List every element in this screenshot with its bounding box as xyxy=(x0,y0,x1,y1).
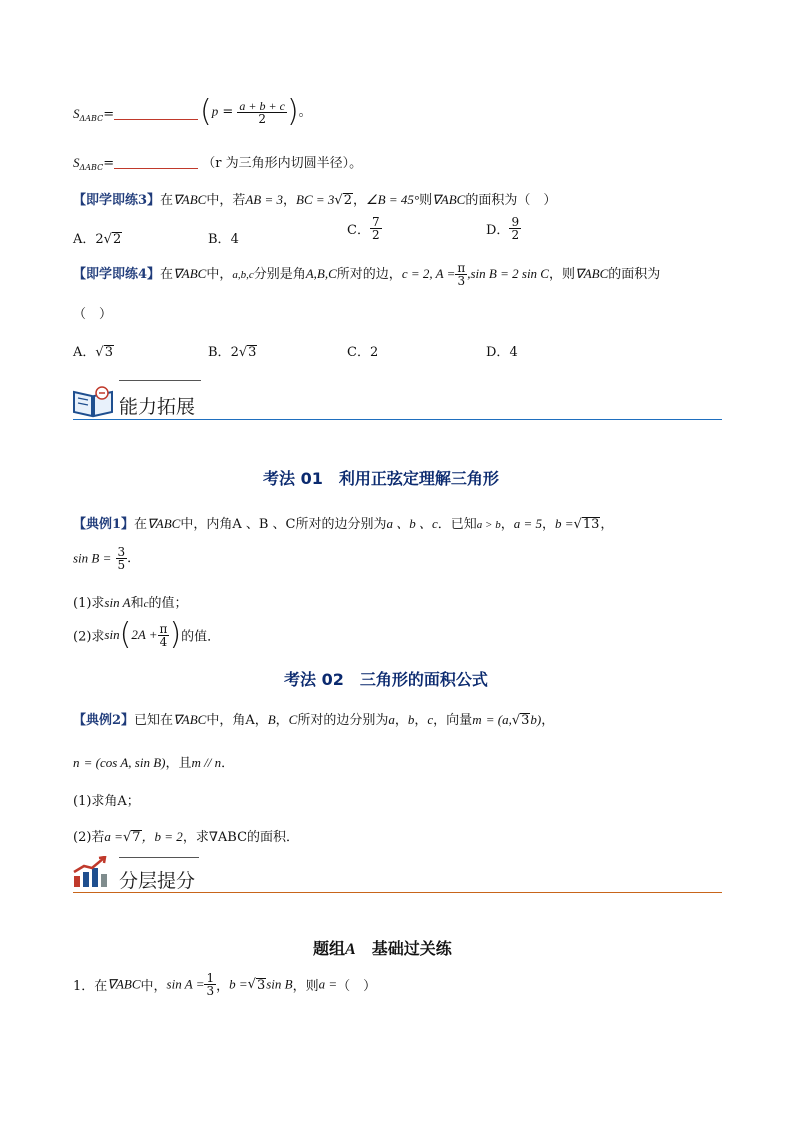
practice-tag: 【即学即练3】 xyxy=(73,193,161,208)
text: 分别是角 xyxy=(253,267,306,282)
heron-fraction xyxy=(237,100,287,125)
sep: ， xyxy=(541,713,555,728)
method1-title: 考法 01 利用正弦定理解三角形 xyxy=(263,469,499,488)
root-sign: √ xyxy=(334,193,343,208)
practice3-stem xyxy=(73,189,556,208)
sin-a: sin A = xyxy=(166,976,205,992)
heron-eq: = xyxy=(222,104,234,120)
option-label: D． xyxy=(486,345,510,360)
example-tag: 【典例1】 xyxy=(73,517,135,532)
condition-sin: ,sin B = 2 sin C xyxy=(467,266,549,281)
bar-chart-icon xyxy=(72,856,108,892)
option-value: 2 xyxy=(95,232,104,247)
parallel-condition: m // n xyxy=(191,755,222,770)
triangle-label: ∇ABC xyxy=(173,712,207,727)
text: ．已知 xyxy=(437,517,477,532)
frac-den: 2 xyxy=(511,228,520,242)
area-heron-line xyxy=(73,106,198,123)
problem-number: 1．在 xyxy=(73,979,108,994)
area-subscript: ΔABC xyxy=(79,114,104,123)
text: 则 xyxy=(419,193,433,208)
group-title-text: 基础过关练 xyxy=(355,939,452,958)
example-tag: 【典例2】 xyxy=(73,713,135,728)
heron-num: a + b + c xyxy=(239,98,285,113)
answer-paren: （ ） xyxy=(337,979,377,994)
practice4-stem xyxy=(73,262,660,287)
sides: a 、b 、c xyxy=(386,516,438,531)
sep: ， xyxy=(275,713,289,728)
radical: 2 xyxy=(112,232,122,247)
triangle-label: ∇ABC xyxy=(575,266,609,281)
section-rule-blue xyxy=(73,419,722,420)
frac-num: 9 xyxy=(511,215,520,229)
text: 中，内角A 、B 、C所对的边分别为 xyxy=(180,517,387,532)
frac-den: 2 xyxy=(371,228,380,242)
example1-line2 xyxy=(73,546,140,571)
condition-bc: BC = 3 xyxy=(296,192,335,207)
section-title-layered: 分层提分 xyxy=(119,870,196,892)
option-value: 2 xyxy=(369,345,379,360)
root-sign: √ xyxy=(238,345,248,360)
heron-p: p xyxy=(211,103,219,119)
angles: A,B,C xyxy=(305,266,337,281)
heron-p-expression xyxy=(200,94,312,129)
root-sign: √ xyxy=(573,517,582,532)
sep: ， xyxy=(352,193,366,208)
practice3-option-d[interactable] xyxy=(486,216,521,241)
text: 所对的边， xyxy=(336,267,402,282)
vector-n-value: = (cos A, sin B) xyxy=(83,755,166,770)
frac-num: 3 xyxy=(117,545,126,559)
frac-den: 5 xyxy=(117,558,126,572)
radical: 2 xyxy=(343,193,352,208)
radical: 3 xyxy=(521,713,530,728)
sin-b: sin B = xyxy=(73,550,112,566)
option-label: C． xyxy=(347,223,370,238)
side-a: a xyxy=(388,712,395,727)
example2-stem xyxy=(73,709,554,728)
practice3-option-a[interactable] xyxy=(73,228,122,247)
sep: ， xyxy=(500,517,514,532)
sep: ， xyxy=(282,193,296,208)
radical: 3 xyxy=(248,345,257,360)
text: 的值； xyxy=(148,596,188,611)
practice4-option-d[interactable] xyxy=(486,341,518,360)
text: 已知在 xyxy=(134,713,174,728)
text: 所对的边分别为 xyxy=(297,713,389,728)
heron-end: 。 xyxy=(298,104,312,120)
problem1-stem xyxy=(73,972,376,997)
area-subscript: ΔABC xyxy=(79,163,104,172)
option-fraction xyxy=(370,216,382,241)
fill-blank xyxy=(114,107,198,120)
root-sign: √ xyxy=(247,977,256,992)
triangle-label: ∇ABC xyxy=(107,976,141,992)
text: ，向量 xyxy=(433,713,473,728)
one-third xyxy=(204,972,216,997)
triangle-label: ∇ABC xyxy=(173,266,207,281)
vector-n: n xyxy=(73,755,80,770)
option-value: 2 xyxy=(230,345,239,360)
frac-num: 1 xyxy=(206,971,215,985)
practice-tag: 【即学即练4】 xyxy=(73,267,161,282)
sep: ， xyxy=(414,713,428,728)
frac-den: 3 xyxy=(206,984,215,998)
three-fifths xyxy=(116,546,128,571)
question-label: (1)求 xyxy=(73,596,105,611)
triangle-label: ∇ABC xyxy=(432,192,466,207)
area-symbol: S xyxy=(73,155,80,170)
option-label: B． xyxy=(208,345,231,360)
frac-num: π xyxy=(159,621,168,636)
group-letter: A xyxy=(345,941,356,958)
eq-sign: = xyxy=(103,107,115,122)
group-title xyxy=(313,936,452,959)
section-overline xyxy=(119,857,199,858)
angle-b: B xyxy=(267,712,276,727)
area-symbol: S xyxy=(73,106,80,121)
sep: ， xyxy=(216,979,230,994)
area-inradius-line xyxy=(73,152,362,172)
sep: ， xyxy=(542,517,556,532)
example1-q2 xyxy=(73,617,221,652)
text: 在 xyxy=(134,517,148,532)
condition-b: b = xyxy=(555,516,574,531)
paren-left: ( xyxy=(200,94,212,129)
vector-m-value-end: b) xyxy=(530,712,542,727)
side-b: b = xyxy=(229,976,248,992)
option-label: A． xyxy=(73,345,96,360)
option-value: 4 xyxy=(230,232,239,247)
practice3-option-b[interactable] xyxy=(208,228,239,247)
book-icon xyxy=(72,384,114,422)
radical: 13 xyxy=(582,517,600,532)
angle-expr: 2A + xyxy=(131,627,158,642)
practice4-paren: （ ） xyxy=(73,307,113,322)
frac-num: π xyxy=(457,261,466,275)
sides: a,b,c xyxy=(232,269,254,281)
practice3-option-c[interactable] xyxy=(347,216,382,241)
period: ． xyxy=(127,551,141,566)
side-a: a = xyxy=(104,829,123,844)
radical: 3 xyxy=(104,345,113,360)
text: 中， xyxy=(140,979,167,994)
frac-den: 4 xyxy=(159,634,168,649)
fill-blank xyxy=(114,156,198,169)
side-b: ，b = 2 xyxy=(141,829,183,844)
section-rule-orange xyxy=(73,892,722,893)
group-title-text: 题组 xyxy=(313,939,346,958)
angle-c: C xyxy=(288,712,298,727)
question-label: (2)若 xyxy=(73,830,105,845)
sep: ， xyxy=(600,517,614,532)
example1-q1 xyxy=(73,592,187,611)
side-c: c xyxy=(143,598,149,610)
condition-ab: AB = 3 xyxy=(245,192,283,207)
option-label: B． xyxy=(208,232,231,247)
example2-q2 xyxy=(73,826,299,845)
pi-over-3 xyxy=(455,262,467,287)
text: 的面积为（ ） xyxy=(465,193,557,208)
root-sign: √ xyxy=(95,345,104,360)
option-label: A． xyxy=(73,232,96,247)
root-sign: √ xyxy=(103,232,112,247)
sin: sin xyxy=(104,627,120,642)
period: ． xyxy=(221,756,235,771)
text: 的值． xyxy=(181,629,221,645)
eq-sign: = xyxy=(103,156,115,171)
side-c: c xyxy=(427,712,434,727)
pi-over-4 xyxy=(158,623,170,648)
ask-a: a = xyxy=(318,976,338,992)
practice4-option-c[interactable] xyxy=(347,341,378,360)
root-sign: √ xyxy=(122,830,132,845)
sep: ， xyxy=(394,713,408,728)
option-fraction xyxy=(509,216,521,241)
triangle-label: ∇ABC xyxy=(147,516,181,531)
text: 中，若 xyxy=(206,193,246,208)
question-label: (2)求 xyxy=(73,629,105,645)
method2-title: 考法 02 三角形的面积公式 xyxy=(284,670,488,689)
frac-den: 3 xyxy=(457,274,466,288)
inradius-note: （r 为三角形内切圆半径）。 xyxy=(202,156,363,171)
triangle-label: ∇ABC xyxy=(173,192,207,207)
side-b: b xyxy=(407,712,415,727)
radical: 7 xyxy=(132,830,141,845)
section-title-ability: 能力拓展 xyxy=(119,396,196,418)
condition-angle: ∠B = 45° xyxy=(365,192,420,207)
option-label: C． xyxy=(347,345,370,360)
text: ，则 xyxy=(292,979,319,994)
sin-b: sin B xyxy=(266,976,293,992)
root-sign: √ xyxy=(511,713,521,728)
example2-q1: (1)求角A； xyxy=(73,794,140,809)
example1-stem xyxy=(73,513,613,532)
practice4-option-b[interactable] xyxy=(208,341,257,360)
vector-m: m xyxy=(472,712,482,727)
text: ，求∇ABC的面积． xyxy=(182,830,300,845)
section-overline xyxy=(119,380,201,381)
paren-left: ( xyxy=(119,617,132,652)
condition-c: c = 2, A = xyxy=(401,266,456,281)
paren-right: ) xyxy=(286,94,299,129)
vector-m-value: = (a, xyxy=(485,712,512,727)
sin-a: sin A xyxy=(104,595,131,610)
condition-a: a = 5 xyxy=(513,516,542,531)
text: 在 xyxy=(160,193,174,208)
option-value: 4 xyxy=(509,345,518,360)
practice4-option-a[interactable] xyxy=(73,341,114,360)
heron-den: 2 xyxy=(258,111,266,126)
radical: 3 xyxy=(256,977,266,993)
condition-a-gt-b: a > b xyxy=(476,519,501,531)
text: ，且 xyxy=(165,756,192,771)
text: 中， xyxy=(206,267,233,282)
text: 和 xyxy=(130,596,144,611)
frac-num: 7 xyxy=(371,215,380,229)
option-label: D． xyxy=(486,223,510,238)
text: 在 xyxy=(160,267,174,282)
paren-right: ) xyxy=(169,617,182,652)
text: 中，角A， xyxy=(206,713,268,728)
text: 的面积为 xyxy=(608,267,661,282)
text: ，则 xyxy=(548,267,575,282)
example2-line2 xyxy=(73,752,234,771)
